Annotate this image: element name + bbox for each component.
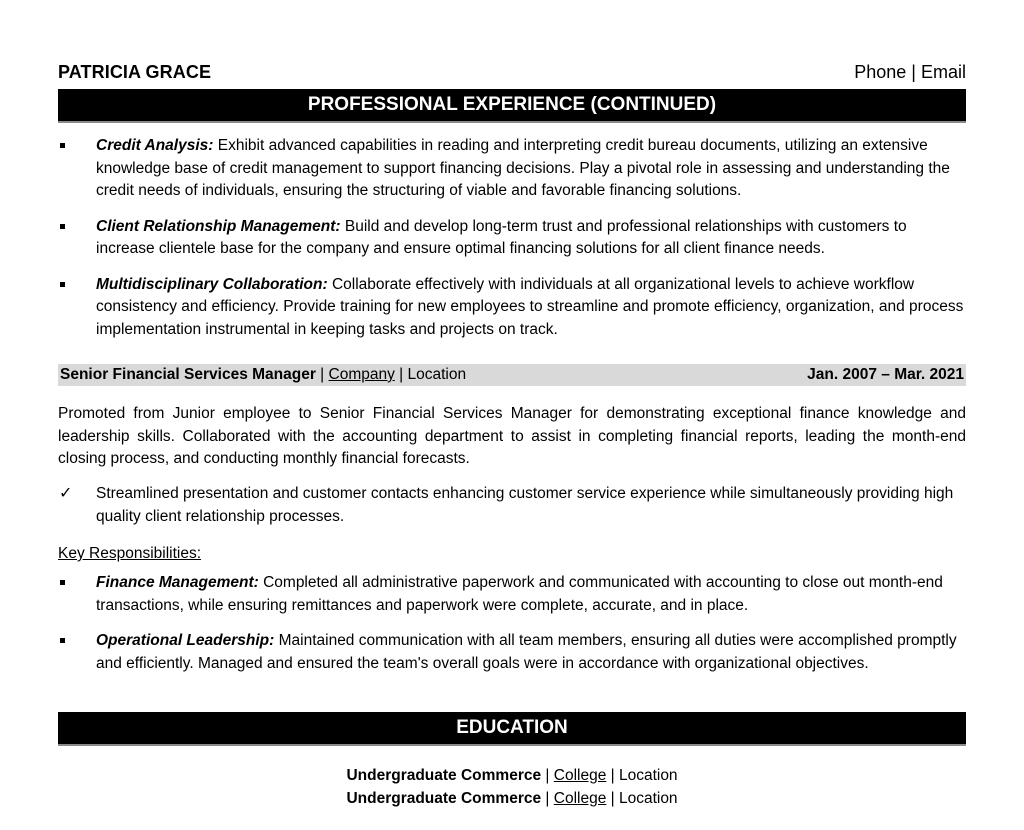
bullet-text: Maintained communication with all team members, ensuring all duties were accomplished promptly and efficiently. Managed and ensured the team's overall goals were in accordance with organizational objectives. xyxy=(96,632,957,672)
school-name: College xyxy=(553,767,607,784)
separator: | xyxy=(541,767,554,784)
contact-info: Phone | Email xyxy=(854,62,966,82)
experience-bullet-list xyxy=(58,135,966,341)
bullet-text: Completed all administrative paperwork and communicated with accounting to close out month-end transactions, while ensuring remittances and paperwork were complete, accurate, and in place. xyxy=(96,574,943,614)
job-summary: Promoted from Junior employee to Senior Financial Services Manager for demonstrating exceptional finance knowledge and leadership skills. Collaborated with the accounting department to assist in completing financial reports, leading the month-end closing process, and conducting monthly financial forecasts. xyxy=(58,405,966,467)
bullet-label: Credit Analysis: xyxy=(96,137,214,154)
resume-header xyxy=(58,62,966,86)
separator: | xyxy=(606,790,619,807)
section-header-experience: PROFESSIONAL EXPERIENCE (CONTINUED) xyxy=(58,89,966,123)
job-heading xyxy=(60,366,466,384)
job-dates: Jan. 2007 – Mar. 2021 xyxy=(807,366,964,383)
list-item xyxy=(58,135,966,203)
checkmark-icon: ✓ xyxy=(59,485,73,502)
degree: Undergraduate Commerce xyxy=(346,767,542,784)
separator: | xyxy=(315,366,329,383)
achievement-list xyxy=(58,483,966,528)
bullet-text: Collaborate effectively with individuals at all organizational levels to achieve workflow consistency and efficiency. Provide training for new employees to streamline and promote efficiency, organization, and process implementation instrumental in keeping tasks and projects on track. xyxy=(96,275,964,338)
bullet-text: Build and develop long-term trust and professional relationships with customers to increase clientele base for the company and ensure optimal financing solutions for all client finance needs. xyxy=(96,217,907,257)
list-item xyxy=(58,483,966,528)
key-responsibilities-label: Key Responsibilities: xyxy=(58,545,202,562)
job-title-bar xyxy=(58,364,966,386)
job-title: Senior Financial Services Manager xyxy=(60,366,316,383)
school-location: Location xyxy=(618,790,678,807)
achievement-text: Streamlined presentation and customer contacts enhancing customer service experience while simultaneously providing high quality client relationship processes. xyxy=(96,485,954,525)
list-item xyxy=(58,216,966,261)
candidate-name: PATRICIA GRACE xyxy=(58,62,212,82)
separator: | xyxy=(394,366,408,383)
section-header-education: EDUCATION xyxy=(58,712,966,746)
bullet-label: Multidisciplinary Collaboration: xyxy=(96,275,328,293)
job-location: Location xyxy=(407,366,467,383)
bullet-label: Operational Leadership: xyxy=(96,632,275,649)
list-item xyxy=(58,274,966,342)
school-name: College xyxy=(553,790,607,807)
bullet-label: Client Relationship Management: xyxy=(96,217,341,235)
education-entry xyxy=(58,764,966,787)
degree: Undergraduate Commerce xyxy=(346,790,542,807)
list-item xyxy=(58,572,966,617)
school-location: Location xyxy=(618,767,678,784)
bullet-text: Exhibit advanced capabilities in reading and interpreting credit bureau documents, utilizing an extensive knowledge base of credit management to support financing decisions. Play a pivotal role in assessing and understanding the credit needs of individuals, ensuring the structuring of viable and favorable financing solutions. xyxy=(96,137,950,199)
bullet-label: Finance Management: xyxy=(96,574,259,591)
responsibilities-list xyxy=(58,572,966,675)
separator: | xyxy=(541,790,554,807)
list-item xyxy=(58,630,966,675)
company-name: Company xyxy=(328,366,395,383)
education-entry xyxy=(58,787,966,810)
separator: | xyxy=(606,767,619,784)
